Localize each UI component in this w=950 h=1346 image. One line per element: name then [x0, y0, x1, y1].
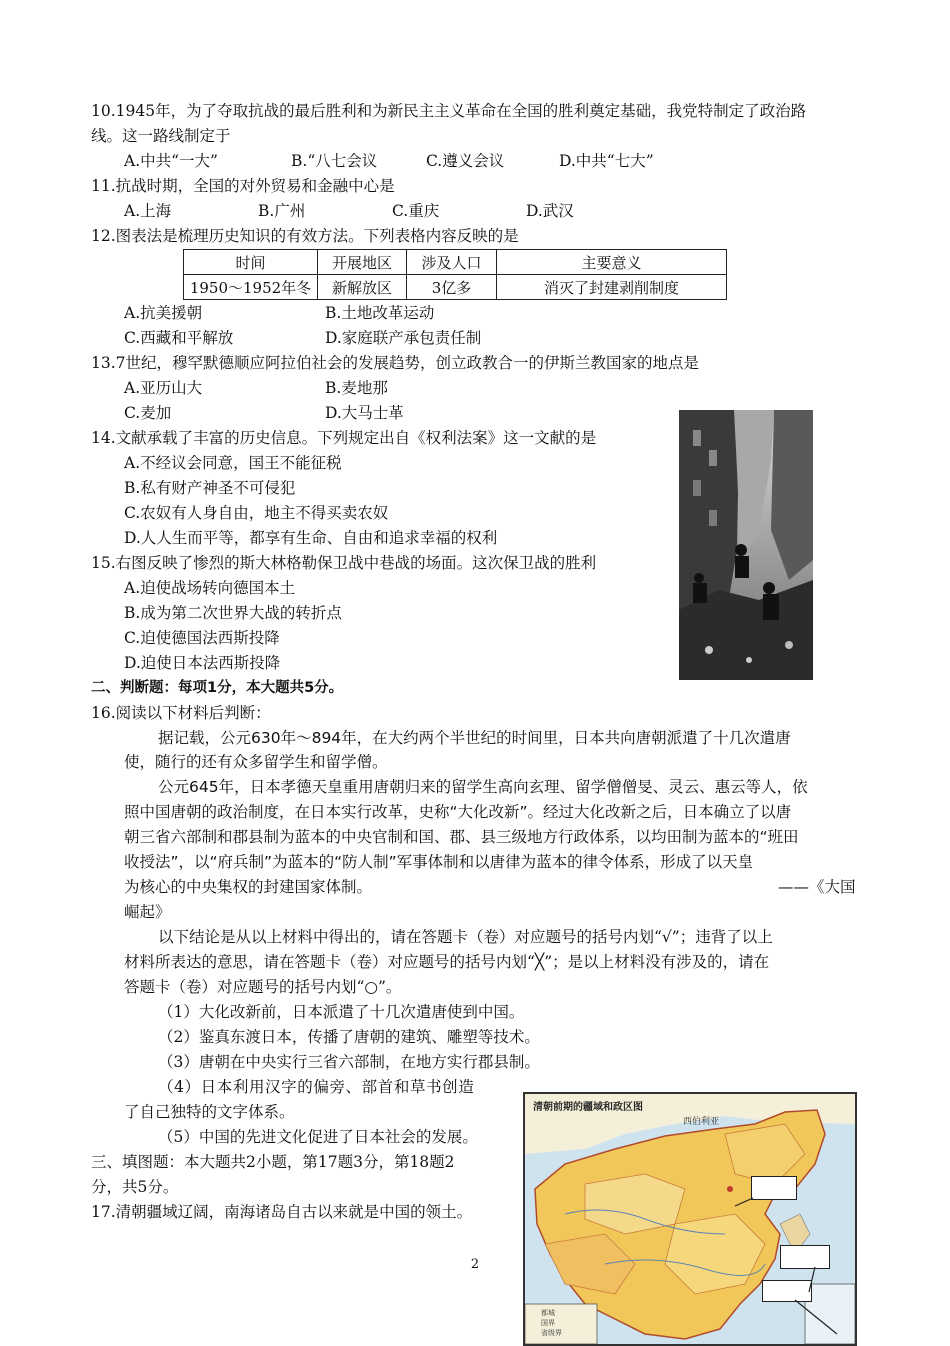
q16-item-2: （2）鉴真东渡日本，传播了唐朝的建筑、雕塑等技术。	[158, 1028, 540, 1046]
map-label-siberia: 西伯利亚	[683, 1117, 720, 1127]
section3-heading-line1: 三、填图题：本大题共2小题，第17题3分，第18题2	[91, 1153, 455, 1171]
q11-stem: 11.抗战时期，全国的对外贸易和金融中心是	[91, 177, 395, 195]
map-title: 清朝前期的疆域和政区图	[533, 1102, 643, 1113]
q13-option-b: B.麦地那	[325, 379, 388, 397]
q14-option-c: C.农奴有人身自由，地主不得买卖农奴	[124, 504, 389, 522]
table-row	[184, 275, 727, 300]
q16-instruction-line1: 以下结论是从以上材料中得出的，请在答题卡（卷）对应题号的括号内划“√”；违背了以上	[158, 928, 773, 946]
material-para2-line1: 公元645年，日本孝德天皇重用唐朝归来的留学生高向玄理、留学僧僧旻、灵云、惠云等人，依	[158, 778, 808, 796]
q16-item-3: （3）唐朝在中央实行三省六部制，在地方实行郡县制。	[158, 1053, 540, 1071]
q14-stem: 14.文献承载了丰富的历史信息。下列规定出自《权利法案》这一文献的是	[91, 429, 597, 447]
q13-option-d: D.大马士革	[325, 404, 404, 422]
table-cell: 消灭了封建剥削制度	[497, 275, 727, 300]
q12-option-a: A.抗美援朝	[124, 304, 203, 322]
q12-option-b: B.土地改革运动	[325, 304, 435, 322]
q16-instruction-line3: 答题卡（卷）对应题号的括号内划“○”。	[124, 978, 402, 996]
map-legend-border: 国界	[541, 1319, 555, 1327]
q10-stem-line2: 线。这一路线制定于	[91, 127, 231, 145]
q16-item-1: （1）大化改新前，日本派遣了十几次遣唐使到中国。	[158, 1003, 525, 1021]
q10-stem-line1: 10.1945年，为了夺取抗战的最后胜利和为新民主主义革命在全国的胜利奠定基础，我党特制定了政治路	[91, 102, 807, 120]
q10-option-b: B.“八七会议	[291, 152, 378, 170]
q15-option-b: B.成为第二次世界大战的转折点	[124, 604, 342, 622]
material-para2-line2: 照中国唐朝的政治制度，在日本实行改革，史称“大化改新”。经过大化改新之后，日本确立了以唐	[124, 803, 792, 821]
material-source-end: 崛起》	[124, 903, 171, 921]
table-cell: 新解放区	[318, 275, 407, 300]
q12-option-c: C.西藏和平解放	[124, 329, 234, 347]
q14-option-a: A.不经议会同意，国王不能征税	[124, 454, 342, 472]
q12-option-d: D.家庭联产承包责任制	[325, 329, 482, 347]
qing-territory-map	[523, 1092, 857, 1346]
table-header-row	[184, 250, 727, 275]
material-para2-line3: 朝三省六部制和郡县制为蓝本的中央官制和国、郡、县三级地方行政体系，以均田制为蓝本的“班田	[124, 828, 799, 846]
map-blank-box-3[interactable]	[762, 1280, 812, 1302]
map-legend-province: 省级界	[541, 1329, 562, 1337]
material-para2-line5: 为核心的中央集权的封建国家体制。	[124, 878, 373, 896]
q11-option-a: A.上海	[124, 202, 172, 220]
q16-stem: 16.阅读以下材料后判断：	[91, 704, 271, 722]
table-cell: 3亿多	[407, 275, 497, 300]
q12-stem: 12.图表法是梳理历史知识的有效方法。下列表格内容反映的是	[91, 227, 519, 245]
table-header-cell: 涉及人口	[407, 250, 497, 275]
page-number: 2	[470, 1257, 480, 1272]
map-legend	[541, 1308, 562, 1338]
section3-heading-line2: 分，共5分。	[91, 1178, 179, 1196]
q16-item-4: （4）日本利用汉字的偏旁、部首和草书创造	[158, 1078, 475, 1096]
material-para1-line1: 据记载，公元630年～894年，在大约两个半世纪的时间里，日本共向唐朝派遣了十几次遣唐	[158, 729, 791, 747]
map-legend-capital: 都城	[541, 1309, 555, 1317]
table-header-cell: 时间	[184, 250, 318, 275]
q13-option-c: C.麦加	[124, 404, 172, 422]
q15-option-a: A.迫使战场转向德国本土	[124, 579, 296, 597]
map-blank-box-1[interactable]	[751, 1176, 797, 1200]
q10-option-c: C.遵义会议	[426, 152, 505, 170]
q12-table	[183, 249, 727, 300]
q16-item-5: （5）中国的先进文化促进了日本社会的发展。	[158, 1128, 478, 1146]
q13-stem: 13.7世纪，穆罕默德顺应阿拉伯社会的发展趋势，创立政教合一的伊斯兰教国家的地点是	[91, 354, 700, 372]
table-header-cell: 主要意义	[497, 250, 727, 275]
table-header-cell: 开展地区	[318, 250, 407, 275]
material-para2-line4: 收授法”，以“府兵制”为蓝本的“防人制”军事体制和以唐律为蓝本的律令体系，形成了以天皇	[124, 853, 754, 871]
q14-option-d: D.人人生而平等，都享有生命、自由和追求幸福的权利	[124, 529, 498, 547]
q14-option-b: B.私有财产神圣不可侵犯	[124, 479, 296, 497]
stalingrad-battle-photo	[679, 410, 813, 680]
q11-option-c: C.重庆	[392, 202, 440, 220]
material-para1-line2: 使，随行的还有众多留学生和留学僧。	[124, 753, 388, 771]
q16-item-4-cont: 了自己独特的文字体系。	[124, 1103, 295, 1121]
q17-stem: 17.清朝疆域辽阔，南海诸岛自古以来就是中国的领土。	[91, 1203, 473, 1221]
q13-option-a: A.亚历山大	[124, 379, 203, 397]
q10-option-a: A.中共“一大”	[124, 152, 218, 170]
section2-heading: 二、判断题：每项1分，本大题共5分。	[91, 680, 344, 696]
table-cell: 1950～1952年冬	[184, 275, 318, 300]
q16-instruction-line2: 材料所表达的意思，请在答题卡（卷）对应题号的括号内划“╳”；是以上材料没有涉及的，请在	[124, 953, 770, 971]
q10-option-d: D.中共“七大”	[559, 152, 654, 170]
q11-option-b: B.广州	[258, 202, 306, 220]
q11-option-d: D.武汉	[526, 202, 574, 220]
material-source: ——《大国	[778, 878, 856, 896]
q15-option-d: D.迫使日本法西斯投降	[124, 654, 281, 672]
q15-stem: 15.右图反映了惨烈的斯大林格勒保卫战中巷战的场面。这次保卫战的胜利	[91, 554, 597, 572]
q15-option-c: C.迫使德国法西斯投降	[124, 629, 280, 647]
